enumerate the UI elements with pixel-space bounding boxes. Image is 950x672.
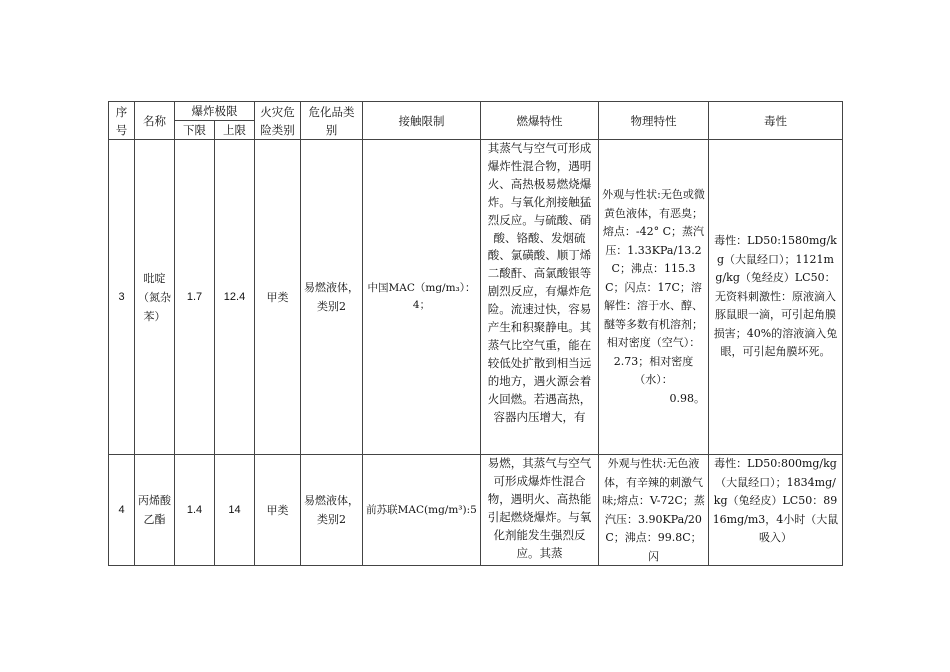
row-toxicity: 毒性：LD50:1580mg/kg（大鼠经口）；1121mg/kg（兔经皮）LC50：无资料刺激性：原液滴入豚鼠眼一滴，可引起角膜损害；40%的溶液滴入兔眼，可引起角膜坏死。 (709, 140, 843, 455)
row-name: 吡啶（氮杂苯） (135, 140, 175, 455)
header-seq: 序号 (109, 102, 135, 140)
row-toxicity (709, 455, 843, 566)
row-lower-limit: 1.7 (175, 140, 215, 455)
header-lower: 下限 (175, 121, 215, 140)
row-fire-class: 甲类 (255, 140, 301, 455)
row-physical (599, 455, 709, 566)
physical-tail: 0.98。 (669, 391, 705, 405)
toxicity-text: 毒性：LD50:800mg/kg（大鼠经口）；1834mg/kg（兔经皮）LC50：8916mg/m3，4小时（大鼠吸入） (712, 457, 839, 544)
row-burn-explode (481, 140, 599, 455)
row-contact-limit: 前苏联MAC(mg/m³):5 (363, 455, 481, 566)
row-name: 丙烯酸乙酯 (135, 455, 175, 566)
header-name: 名称 (135, 102, 175, 140)
hazardous-chemicals-table (108, 101, 843, 566)
header-physical: 物理特性 (599, 102, 709, 140)
header-fire-class: 火灾危险类别 (255, 102, 301, 140)
row-hazard-class: 易燃液体，类别2 (301, 140, 363, 455)
header-row-top (109, 102, 843, 121)
row-contact-limit: 中国MAC（mg/m₃）：4； (363, 140, 481, 455)
header-explosion-limit: 爆炸极限 (175, 102, 255, 121)
physical-text: 外观与性状:无色液体，有辛辣的刺激气味;熔点：V-72C；蒸汽压：3.90KPa/20C；沸点：99.8C；闪 (602, 457, 705, 563)
header-contact-limit: 接触限制 (363, 102, 481, 140)
header-burn-explode: 燃爆特性 (481, 102, 599, 140)
row-lower-limit: 1.4 (175, 455, 215, 566)
table-row (109, 455, 843, 566)
physical-text: 外观与性状:无色或微黄色液体，有恶臭；熔点：-42° C；蒸汽压：1.33KPa/13.2C；沸点：115.3C；闪点：17C；溶解性：溶于水、醇、醚等多数有机溶剂；相对密度（空气）：2.73；相对密度（水）： (602, 188, 705, 386)
row-upper-limit: 12.4 (215, 140, 255, 455)
header-toxicity: 毒性 (709, 102, 843, 140)
row-seq: 4 (109, 455, 135, 566)
table-row (109, 140, 843, 455)
row-seq: 3 (109, 140, 135, 455)
header-hazard-class: 危化品类别 (301, 102, 363, 140)
row-physical (599, 140, 709, 455)
row-hazard-class: 易燃液体，类别2 (301, 455, 363, 566)
row-fire-class: 甲类 (255, 455, 301, 566)
row-burn-explode (481, 455, 599, 566)
burn-explode-text: 易燃，其蒸气与空气可形成爆炸性混合物，遇明火、高热能引起燃烧爆炸。与氧化剂能发生强烈反应。其蒸 (487, 456, 592, 560)
burn-explode-text: 其蒸气与空气可形成爆炸性混合物，遇明火、高热极易燃烧爆炸。与氧化剂接触猛烈反应。与硫酸、硝酸、铬酸、发烟硫酸、氯磺酸、顺丁烯二酸酐、高氯酸银等剧烈反应，有爆炸危险。流速过快，容易产生和积聚静电。其蒸气比空气重，能在较低处扩散到相当远的地方，遇火源会着火回燃。若遇高热，容器内压增大，有 (487, 141, 592, 424)
row-upper-limit: 14 (215, 455, 255, 566)
header-upper: 上限 (215, 121, 255, 140)
